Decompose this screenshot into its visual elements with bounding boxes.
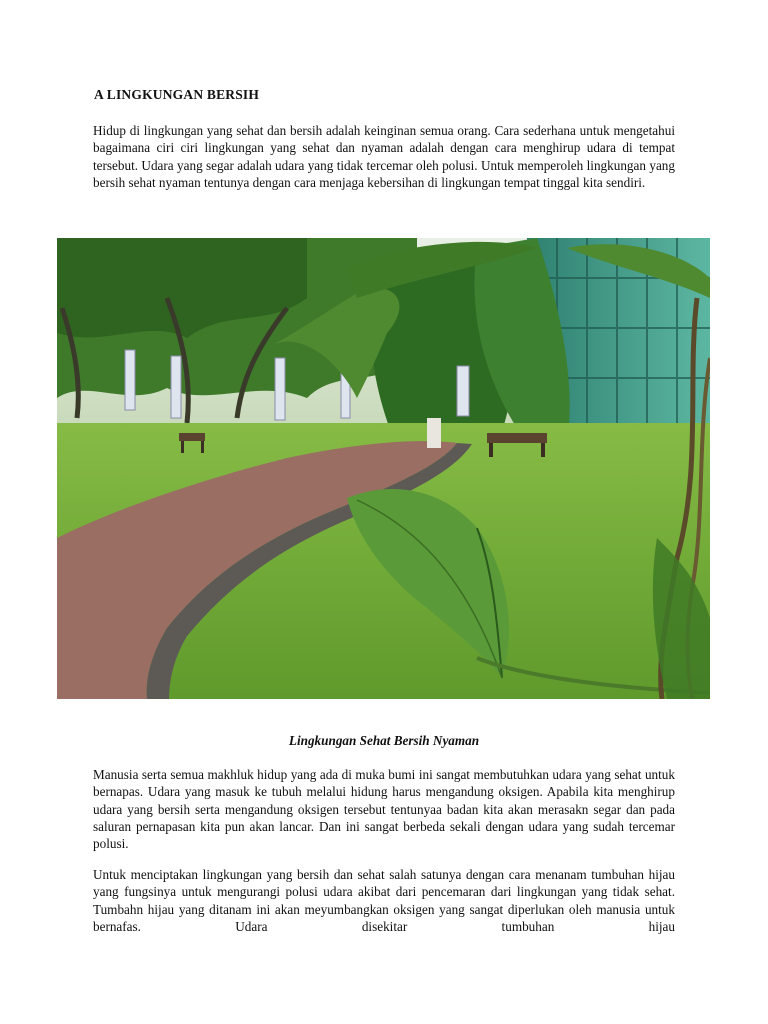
body-paragraph-3: Untuk menciptakan lingkungan yang bersih dan sehat salah satunya dengan cara menanam tumbuhan hijau yang fungsinya untuk mengurangi polusi udara akibat dari pencemaran dari lingkungan yang tidak sehat. Tumbahn hijau yang ditanam ini akan meyumbangkan oksigen yang sangat diperlukan oleh manusia untuk bernafas. Udara disekitar tumbuhan hijau	[93, 867, 675, 934]
figure-caption: Lingkungan Sehat Bersih Nyaman	[288, 733, 480, 748]
body-paragraph-2: Manusia serta semua makhluk hidup yang ada di muka bumi ini sangat membutuhkan udara yang sehat untuk bernapas. Udara yang masuk ke tubuh melalui hidung harus mengandung oksigen. Apabila kita menghirup udara yang bersih serta mengandung oksigen tersebut tentunyaa badan kita akan merasakn segar dan pada saluran pernapasan kita pun akan lancar. Dan ini sangat berbeda sekali dengan udara yang sudah tercemar polusi.	[93, 767, 675, 852]
intro-paragraph: Hidup di lingkungan yang sehat dan bersih adalah keinginan semua orang. Cara sederhana untuk mengetahui bagaimana ciri ciri lingkungan yang sehat dan nyaman adalah dengan cara menghirup udara di tempat tersebut. Udara yang segar adalah udara yang tidak tercemar oleh polusi. Untuk memperoleh lingkungan yang bersih sehat nyaman tentunya dengan cara menjaga kebersihan di lingkungan tempat tinggal kita sendiri.	[93, 123, 675, 190]
park-photo	[57, 238, 710, 699]
section-heading: A LINGKUNGAN BERSIH	[94, 87, 260, 102]
